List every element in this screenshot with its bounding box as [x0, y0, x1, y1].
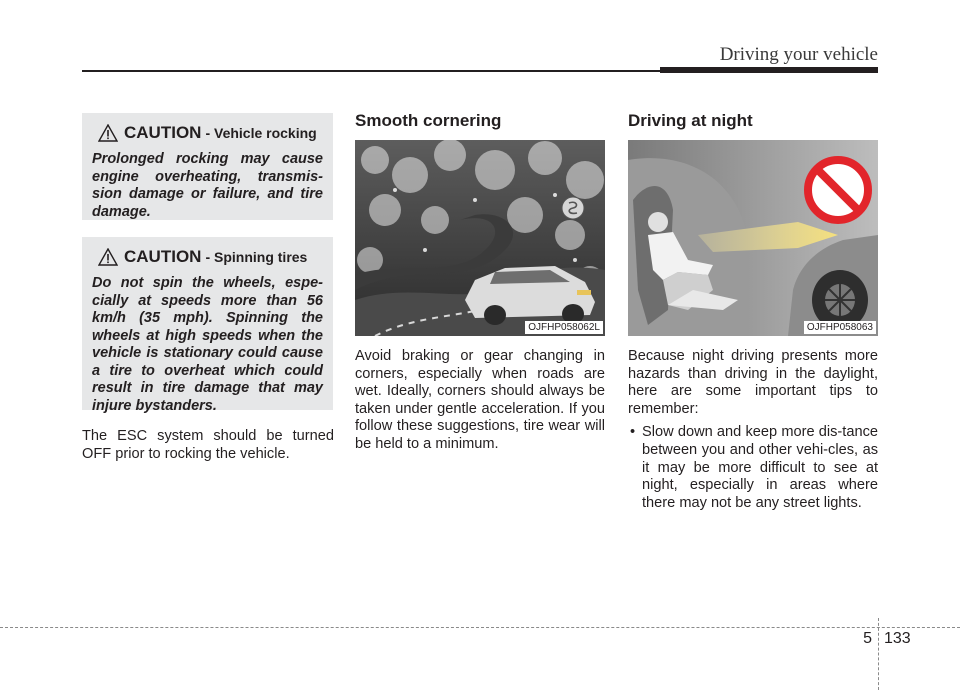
cornering-illustration: [355, 140, 605, 336]
caution-word: CAUTION: [124, 247, 202, 266]
caution-subtitle: - Spinning tires: [205, 249, 308, 265]
section-title-driving-at-night: Driving at night: [628, 111, 753, 130]
section-title-smooth-cornering: Smooth cornering: [355, 111, 502, 130]
prohibition-sign: [808, 160, 868, 220]
footer-divider: [878, 618, 879, 690]
figure-code: OJFHP058063: [804, 321, 876, 334]
caution-box-spinning-tires: [82, 237, 333, 414]
warning-triangle-icon: [98, 248, 118, 266]
warning-triangle-icon: [98, 124, 118, 142]
caution-text: Do not spin the wheels, espe-cially at speeds more than 56 km/h (35 mph). Spinning the wheels at high speeds when the vehicle is stationary could cause a tire to overheat which could result in tire damage that may injure bystanders.: [92, 275, 323, 414]
header-rule: [82, 70, 660, 72]
caution-heading: [98, 123, 323, 143]
night-intro: Because night driving presents more hazards than driving in the daylight, here are some important tips to remember:: [628, 348, 878, 417]
running-header: Driving your vehicle: [719, 44, 878, 65]
caution-subtitle: - Vehicle rocking: [205, 125, 317, 141]
header-rule-accent: [660, 67, 878, 73]
night-driving-text: [628, 348, 878, 512]
caution-word: CAUTION: [124, 123, 202, 142]
list-item: • Slow down and keep more dis-tance between you and other vehi-cles, as it may be more difficult to see at night, especially in areas where there may not be any street lights.: [628, 424, 878, 512]
caution-text: Prolonged rocking may cause engine overheating, transmis-sion damage or failure, and tire damage.: [92, 151, 323, 220]
headlight-glare-image: [628, 140, 878, 336]
chapter-number: 5: [863, 630, 872, 647]
figure-code: OJFHP058062L: [525, 321, 603, 334]
snowy-road-car-image: [355, 140, 605, 336]
caution-heading: [98, 247, 323, 267]
page-number: 133: [884, 630, 911, 647]
cornering-text: Avoid braking or gear changing in corners, especially when roads are wet. Ideally, corners should always be taken under gentle acceleration. If you follow these suggestions, tire wear will be held to a minimum.: [355, 348, 605, 452]
footer-rule: [0, 627, 960, 628]
caution-box-vehicle-rocking: [82, 113, 333, 220]
night-tips-list: [628, 424, 878, 512]
esc-note: The ESC system should be turned OFF prior to rocking the vehicle.: [82, 428, 334, 462]
night-driving-illustration: [628, 140, 878, 336]
